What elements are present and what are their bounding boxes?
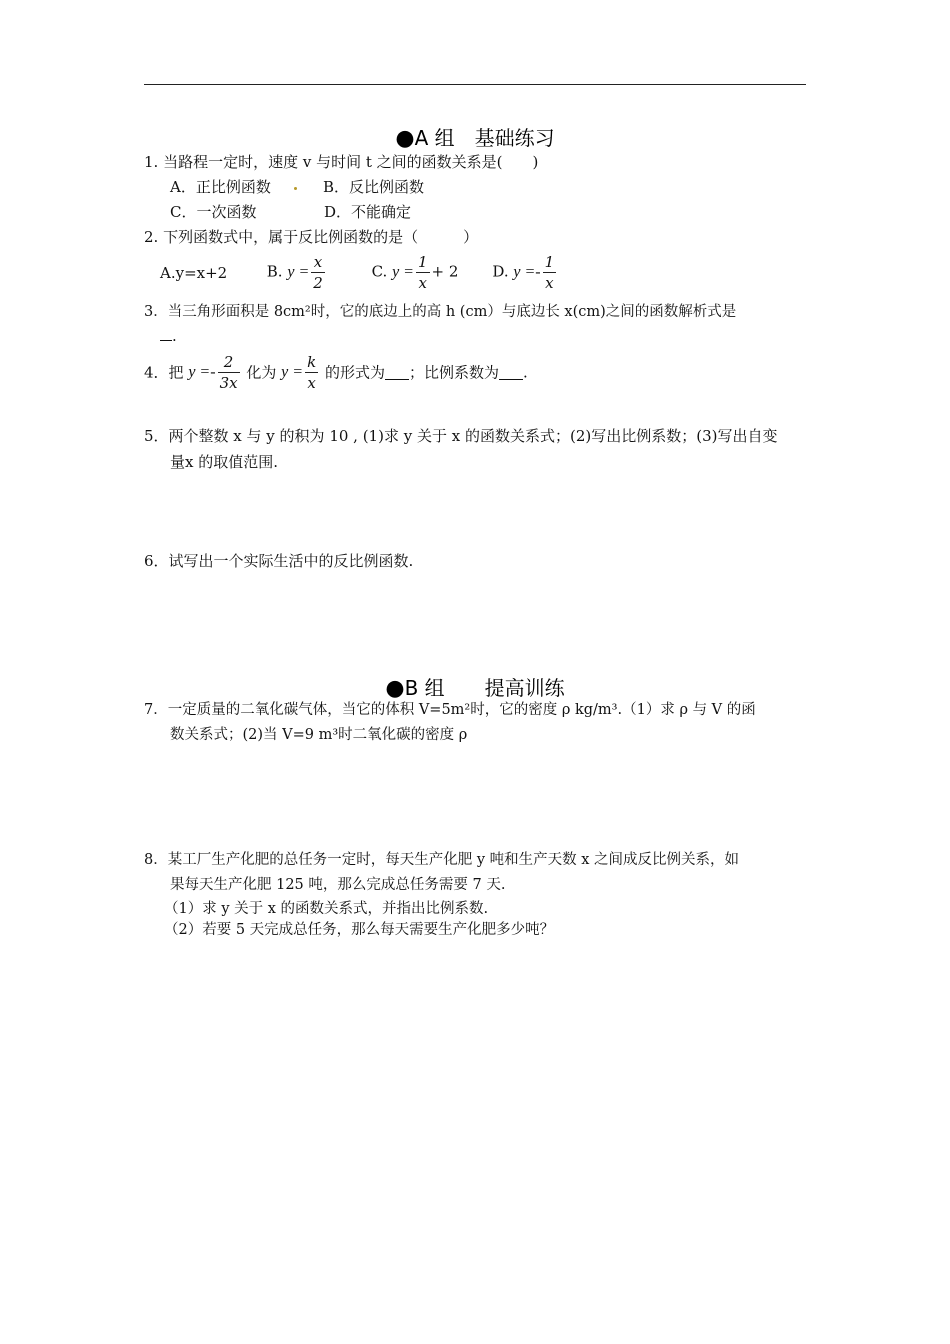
section-b-heading xyxy=(0,672,950,701)
q2-option-a: A.y=x+2 xyxy=(160,263,228,282)
question-7-line-1: 7．一定质量的二氧化碳气体，当它的体积 V=5m²时，它的密度 ρ kg/m³.（1）求 ρ 与 V 的函 xyxy=(144,702,756,718)
question-2-options xyxy=(160,252,558,298)
question-8-line-1: 8．某工厂生产化肥的总任务一定时，每天生产化肥 y 吨和生产天数 x 之间成反比例关系，如 xyxy=(144,852,740,868)
question-8-line-2: 果每天生产化肥 125 吨，那么完成总任务需要 7 天. xyxy=(170,877,506,893)
q1-option-b: B．反比例函数 xyxy=(323,178,425,196)
bullet-icon: ● xyxy=(395,126,415,151)
fraction: $\frac{1}{x}$ xyxy=(544,253,555,292)
header-rule xyxy=(144,84,806,85)
question-7-line-2: 数关系式；(2)当 V=9 m³时二氧化碳的密度 ρ xyxy=(170,727,468,743)
fraction: $\frac{1}{x}$ xyxy=(417,253,428,292)
answer-blank xyxy=(499,365,523,380)
question-8-part-1: （1）求 y 关于 x 的函数关系式，并指出比例系数. xyxy=(164,901,489,917)
question-1-options-ab xyxy=(170,177,424,197)
question-5-line-1: 5．两个整数 x 与 y 的积为 10 , (1)求 y 关于 x 的函数关系式；(2)写出比例系数；(3)写出自变 xyxy=(144,427,778,445)
q1-option-a: A．正比例函数 xyxy=(170,178,271,196)
section-b-title: B 组 提高训练 xyxy=(404,676,565,700)
answer-blank xyxy=(385,365,409,380)
question-6: 6．试写出一个实际生活中的反比例函数. xyxy=(144,552,414,570)
fraction: $\frac{k}{x}$ xyxy=(307,353,317,392)
question-4: 4．把 y =- $\frac{2}{3x}$ 化为 y = $\frac{k}{x}$ 的形式为 ；比例系数为 . xyxy=(144,353,528,392)
q2-option-c: C. y = $\frac{1}{x}$ + 2 xyxy=(371,253,459,292)
section-a-title: A 组 基础练习 xyxy=(414,126,555,150)
question-3: 3．当三角形面积是 8cm²时，它的底边上的高 h (cm）与底边长 x(cm)之间的函数解析式是 xyxy=(144,304,737,320)
q1-option-c: C．一次函数 xyxy=(170,203,257,221)
answer-blank xyxy=(160,326,172,341)
question-5-line-2: 量x 的取值范围. xyxy=(170,453,278,471)
question-3-answer-line: . xyxy=(160,326,177,346)
fraction: $\frac{2}{3x}$ xyxy=(219,353,238,392)
question-1-options-cd xyxy=(170,202,411,222)
q2-option-b: B. y = $\frac{x}{2}$ xyxy=(266,253,323,292)
q2-option-d: D. y =- $\frac{1}{x}$ xyxy=(492,253,555,292)
section-a-heading xyxy=(0,122,950,151)
bullet-icon: ● xyxy=(385,676,405,701)
fraction: $\frac{x}{2}$ xyxy=(313,253,323,292)
q1-option-d: D．不能确定 xyxy=(324,203,412,221)
question-8-part-2: （2）若要 5 天完成总任务，那么每天需要生产化肥多少吨？ xyxy=(164,922,555,938)
question-2: 2. 下列函数式中，属于反比例函数的是（ ） xyxy=(144,228,479,246)
question-1: 1. 当路程一定时，速度 v 与时间 t 之间的函数关系是( ) xyxy=(144,153,539,171)
dot-mark xyxy=(294,187,297,190)
